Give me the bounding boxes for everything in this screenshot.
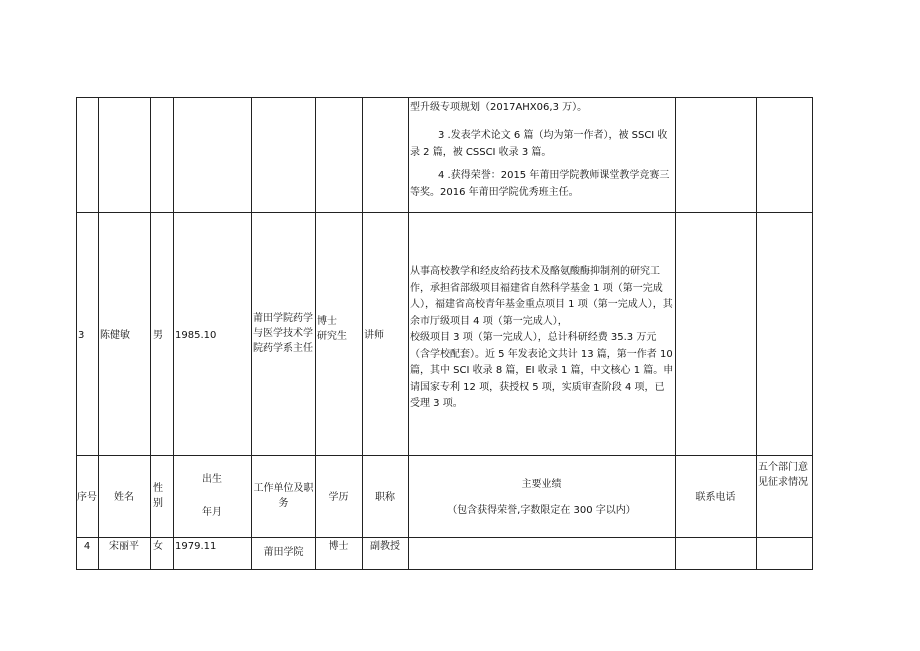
column-divider	[812, 97, 813, 570]
column-divider	[408, 97, 409, 570]
header-degree: 学历	[328, 492, 349, 503]
row-3-birth: 1985.10	[175, 330, 217, 341]
header-birth-bottom: 年月	[202, 507, 222, 518]
header-gender: 性 别	[153, 483, 163, 509]
row-3-index: 3	[78, 330, 85, 341]
row-3-gender: 男	[153, 330, 163, 341]
row-4-index: 4	[83, 541, 91, 552]
row-4-degree: 博士	[328, 541, 349, 552]
row-4-gender: 女	[153, 541, 163, 552]
row-3-unit: 莆田学院药学 与医学技术学 院药学系主任	[253, 313, 313, 354]
row-4-name: 宋丽平	[109, 541, 139, 552]
row-divider	[76, 537, 813, 538]
row-4-birth: 1979.11	[175, 541, 217, 552]
achievement-line-2: 3 .发表学术论文 6 篇（均为第一作者），被 SSCI 收录 2 篇，被 CSSCI 收录 3 篇。	[410, 130, 668, 158]
header-achievements-note: （包含获得荣誉,字数限定在 300 字以内）	[447, 505, 636, 516]
header-phone: 联系电话	[695, 492, 736, 503]
achievement-line-1: 型升级专项规划（2017AHX06,3 万）。	[410, 102, 588, 113]
column-divider	[150, 97, 151, 570]
row-3-name: 陈健敏	[100, 330, 130, 341]
row-3-degree: 博士 研究生	[317, 316, 347, 342]
table-border	[76, 569, 813, 570]
row-divider	[76, 212, 813, 213]
header-opinion: 五个部门意 见征求情况	[758, 462, 808, 488]
header-name: 姓名	[114, 492, 134, 503]
header-title: 职称	[375, 492, 395, 503]
header-birth-top: 出生	[202, 474, 222, 485]
column-divider	[173, 97, 174, 570]
row-4-unit: 莆田学院	[263, 547, 304, 558]
row-4-title: 副教授	[370, 541, 400, 552]
row-divider	[76, 455, 813, 456]
header-index: 序号	[77, 492, 97, 503]
header-unit: 工作单位及职 务	[253, 483, 314, 509]
table-border	[76, 97, 813, 98]
row-3-title: 讲师	[364, 330, 384, 341]
achievement-line-3: 4 .获得荣誉：2015 年莆田学院教师课堂教学竞赛三等奖。2016 年莆田学院优秀班主任。	[410, 170, 670, 198]
column-divider	[756, 97, 757, 570]
row-3-achievements: 从事高校教学和经皮给药技术及酪氨酸酶抑制剂的研究工作，承担省部级项目福建省自然科学基金 1 项（第一完成人），福建省高校青年基金重点项目 1 项（第一完成人），其余市厅级项目 4 项（第一完成人）， 校级项目 3 项（第一完成人），总计科研经费 35.3 万元（含学校配套）。近 5 年发表论文共计 13 篇，第一作者 10 篇，其中 SCI 收录 8 篇，EI 收录 1 篇，中文核心 1 篇。申请国家专利 12 项，获授权 5 项，实质审查阶段 4 项，已受理 3 项。	[410, 266, 674, 409]
header-achievements: 主要业绩	[521, 479, 562, 490]
